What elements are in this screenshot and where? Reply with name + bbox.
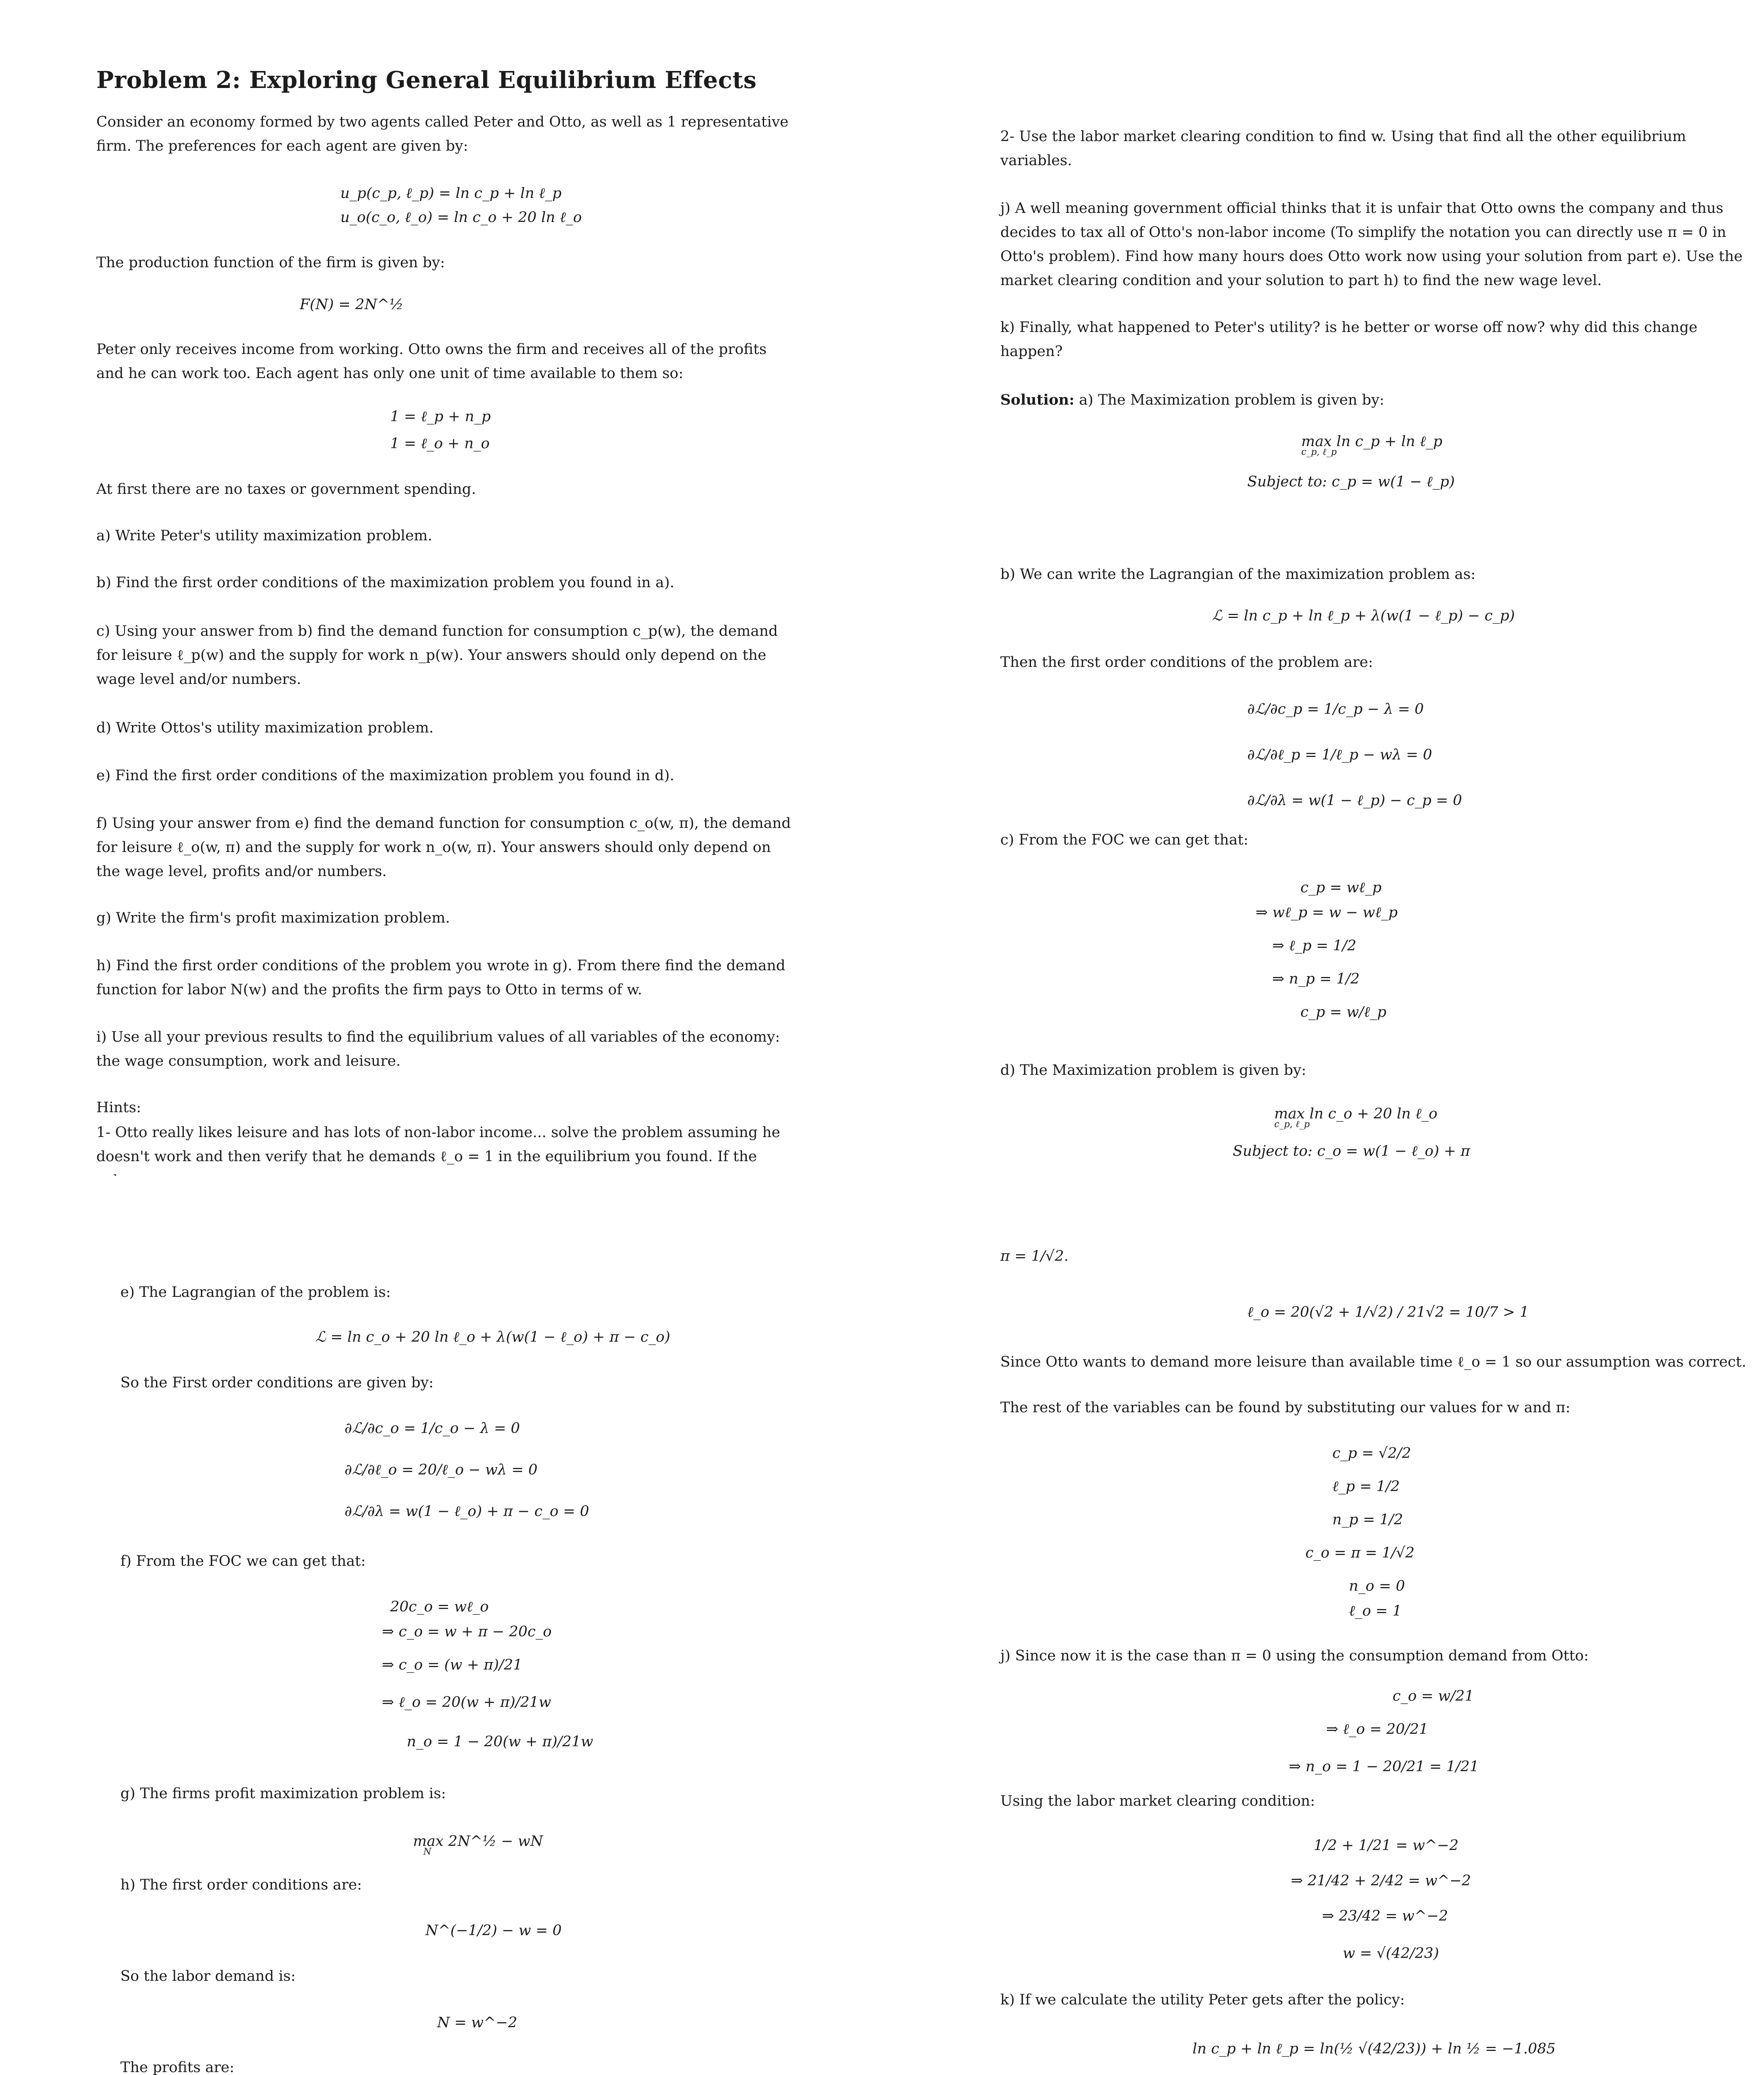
f-step-1: 20c_o = wℓ_o — [390, 1599, 489, 1615]
solution-e: e) The Lagrangian of the problem is: — [120, 1284, 391, 1301]
eq-l-p: ℓ_p = 1/2 — [1332, 1478, 1400, 1495]
eq-n-o: n_o = 0 — [1349, 1578, 1405, 1594]
new-wage: w = √(42/23) — [1343, 1945, 1439, 1962]
page-solutions-e-i — [0, 1176, 882, 2075]
c-step-2: ⇒ wℓ_p = w − wℓ_p — [1256, 904, 1398, 921]
foc-otto-consumption: ∂ℒ/∂c_o = 1/c_o − λ = 0 — [344, 1420, 520, 1437]
foc-otto-leisure: ∂ℒ/∂ℓ_o = 20/ℓ_o − wλ = 0 — [344, 1462, 538, 1478]
no-tax-note: At first there are no taxes or government spending. — [96, 481, 476, 498]
profits-intro: The profits are: — [120, 2059, 235, 2075]
question-i: i) Use all your previous results to find the equilibrium values of all variables of the economy: the wage consumption, work and leisure. — [96, 1029, 780, 1069]
solution-f: f) From the FOC we can get that: — [120, 1553, 366, 1570]
production-function: F(N) = 2N^½ — [300, 296, 403, 313]
solution-d: d) The Maximization problem is given by: — [1000, 1062, 1307, 1079]
max-subscript-otto: c_p, ℓ_p — [1274, 1119, 1310, 1130]
market-clearing-intro: Using the labor market clearing condition: — [1000, 1793, 1315, 1809]
foc-otto-intro: So the First order conditions are given by: — [120, 1374, 434, 1391]
foc-leisure: ∂ℒ/∂ℓ_p = 1/ℓ_p − wλ = 0 — [1247, 747, 1432, 763]
solution-j: j) Since now it is the case than π = 0 using the consumption demand from Otto: — [1000, 1648, 1589, 1664]
eq-c-o: c_o = π = 1/√2 — [1305, 1545, 1415, 1561]
j-step-3: ⇒ n_o = 1 − 20/21 = 1/21 — [1289, 1758, 1479, 1775]
f-step-4: ⇒ ℓ_o = 20(w + π)/21w — [382, 1694, 551, 1711]
max-problem-otto: max ln c_o + 20 ln ℓ_o — [1274, 1106, 1438, 1122]
j-step-2: ⇒ ℓ_o = 20/21 — [1326, 1721, 1429, 1738]
page-solutions-i-k — [882, 1176, 1764, 2075]
firm-max-subscript: N — [423, 1847, 432, 1857]
j-step-4: 1/2 + 1/21 = w^−2 — [1314, 1837, 1459, 1854]
firm-foc: N^(−1/2) − w = 0 — [425, 1922, 562, 1939]
lagrangian-peter: ℒ = ln c_p + ln ℓ_p + λ(w(1 − ℓ_p) − c_p) — [1212, 608, 1515, 624]
budget-constraint-peter: Subject to: c_p = w(1 − ℓ_p) — [1247, 474, 1455, 490]
assumption-correct: Since Otto wants to demand more leisure than available time ℓ_o = 1 so our assumption was correct. — [1000, 1354, 1747, 1370]
solution-h: h) The first order conditions are: — [120, 1877, 362, 1893]
j-step-5: ⇒ 21/42 + 2/42 = w^−2 — [1291, 1872, 1471, 1889]
profit-value: π = 1/√2. — [1000, 1248, 1069, 1265]
question-d: d) Write Ottos's utility maximization problem. — [96, 720, 434, 736]
utility-after: ln c_p + ln ℓ_p = ln(½ √(42/23)) + ln ½ = −1.085 — [1192, 2041, 1556, 2057]
rest-of-variables: The rest of the variables can be found by substituting our values for w and π: — [1000, 1399, 1571, 1416]
question-j: j) A well meaning government official thinks that it is unfair that Otto owns the company and thus decides to tax all of Otto's non-labor income (To simplify the notation you can directly use π = 0 in Otto's problem). Find how many hours does Otto work now using your solution from part e). Use the market clearing condition and your solution to part h) to find the new wage level. — [1000, 200, 1743, 289]
question-e: e) Find the first order conditions of the maximization problem you found in d). — [96, 767, 674, 784]
c-step-3: ⇒ ℓ_p = 1/2 — [1272, 937, 1356, 954]
max-subscript-peter: c_p, ℓ_p — [1301, 447, 1337, 457]
c-step-5: c_p = w/ℓ_p — [1300, 1004, 1387, 1020]
budget-constraint-otto: Subject to: c_o = w(1 − ℓ_o) + π — [1233, 1143, 1470, 1160]
page-title: Problem 2: Exploring General Equilibrium Effects — [96, 66, 757, 94]
foc-lambda: ∂ℒ/∂λ = w(1 − ℓ_p) − c_p = 0 — [1247, 792, 1462, 809]
foc-otto-lambda: ∂ℒ/∂λ = w(1 − ℓ_o) + π − c_o = 0 — [344, 1503, 589, 1520]
c-step-4: ⇒ n_p = 1/2 — [1272, 971, 1360, 987]
j-step-1: c_o = w/21 — [1393, 1688, 1474, 1704]
utility-peter: u_p(c_p, ℓ_p) = ln c_p + ln ℓ_p — [340, 185, 562, 202]
solution-g: g) The firms profit maximization problem is: — [120, 1785, 446, 1802]
question-a: a) Write Peter's utility maximization problem. — [96, 527, 432, 544]
c-step-1: c_p = wℓ_p — [1300, 879, 1382, 896]
solution-c: c) From the FOC we can get that: — [1000, 832, 1248, 848]
f-step-3: ⇒ c_o = (w + π)/21 — [382, 1657, 523, 1673]
labor-demand: N = w^−2 — [437, 2014, 518, 2031]
j-step-6: ⇒ 23/42 = w^−2 — [1322, 1908, 1448, 1924]
question-k: k) Finally, what happened to Peter's utility? is he better or worse off now? why did this change happen? — [1000, 319, 1698, 360]
solution-label: Solution: — [1000, 391, 1075, 408]
f-step-2: ⇒ c_o = w + π − 20c_o — [382, 1623, 552, 1640]
f-step-5: n_o = 1 − 20(w + π)/21w — [407, 1733, 594, 1750]
eq-n-p: n_p = 1/2 — [1332, 1511, 1403, 1528]
solution-a: a) The Maximization problem is given by: — [1079, 392, 1385, 408]
max-problem-peter: max ln c_p + ln ℓ_p — [1301, 433, 1443, 450]
time-constraint-peter: 1 = ℓ_p + n_p — [390, 408, 491, 425]
utility-otto: u_o(c_o, ℓ_o) = ln c_o + 20 ln ℓ_o — [340, 209, 582, 226]
solution-k: k) If we calculate the utility Peter gets after the policy: — [1000, 1992, 1405, 2008]
foc-consumption: ∂ℒ/∂c_p = 1/c_p − λ = 0 — [1247, 701, 1424, 718]
otto-leisure-check: ℓ_o = 20(√2 + 1/√2) / 21√2 = 10/7 > 1 — [1247, 1304, 1529, 1321]
production-intro: The production function of the firm is given by: — [96, 254, 445, 271]
eq-c-p: c_p = √2/2 — [1332, 1445, 1411, 1462]
solution-b: b) We can write the Lagrangian of the maximization problem as: — [1000, 566, 1476, 583]
question-b: b) Find the first order conditions of the maximization problem you found in a). — [96, 574, 674, 591]
time-constraint-otto: 1 = ℓ_o + n_o — [390, 435, 490, 452]
hint-1: 1- Otto really likes leisure and has lots of non-labor income... solve the problem assuming he doesn't work and then verify that he demands ℓ_o = 1 in the equilibrium you found. If the — [96, 1124, 780, 1165]
question-f: f) Using your answer from e) find the demand function for consumption c_o(w, π), the demand for leisure ℓ_o(w, π) and the supply for work n_o(w, π). Your answers should only depend on the wage level, profits and/or numbers. — [96, 815, 791, 880]
eq-l-o: ℓ_o = 1 — [1349, 1603, 1402, 1619]
question-c: c) Using your answer from b) find the demand function for consumption c_p(w), the demand for leisure ℓ_p(w) and the supply for work n_p(w). Your answers should only depend on the wage level and/or numbers. — [96, 623, 778, 688]
page-problem-statement — [0, 0, 882, 1176]
lagrangian-otto: ℒ = ln c_o + 20 ln ℓ_o + λ(w(1 − ℓ_o) + π − c_o) — [315, 1329, 670, 1345]
hint-2: 2- Use the labor market clearing condition to find w. Using that find all the other equilibrium variables. — [1000, 128, 1686, 169]
intro-paragraph: Consider an economy formed by two agents called Peter and Otto, as well as 1 representative firm. The preferences for each agent are given by: — [96, 114, 789, 154]
firm-max-problem: max 2N^½ − wN — [413, 1833, 543, 1850]
labor-demand-intro: So the labor demand is: — [120, 1968, 296, 1985]
foc-intro: Then the first order conditions of the problem are: — [1000, 654, 1373, 671]
hints-label: Hints: — [96, 1099, 142, 1116]
income-paragraph: Peter only receives income from working. Otto owns the firm and receives all of the profits and he can work too. Each agent has only one unit of time available to them so: — [96, 341, 767, 382]
question-g: g) Write the firm's profit maximization problem. — [96, 910, 450, 926]
question-h: h) Find the first order conditions of the problem you wrote in g). From there find the demand function for labor N(w) and the profits the firm pays to Otto in terms of w. — [96, 957, 786, 998]
page-solutions-a-d — [882, 0, 1764, 1176]
